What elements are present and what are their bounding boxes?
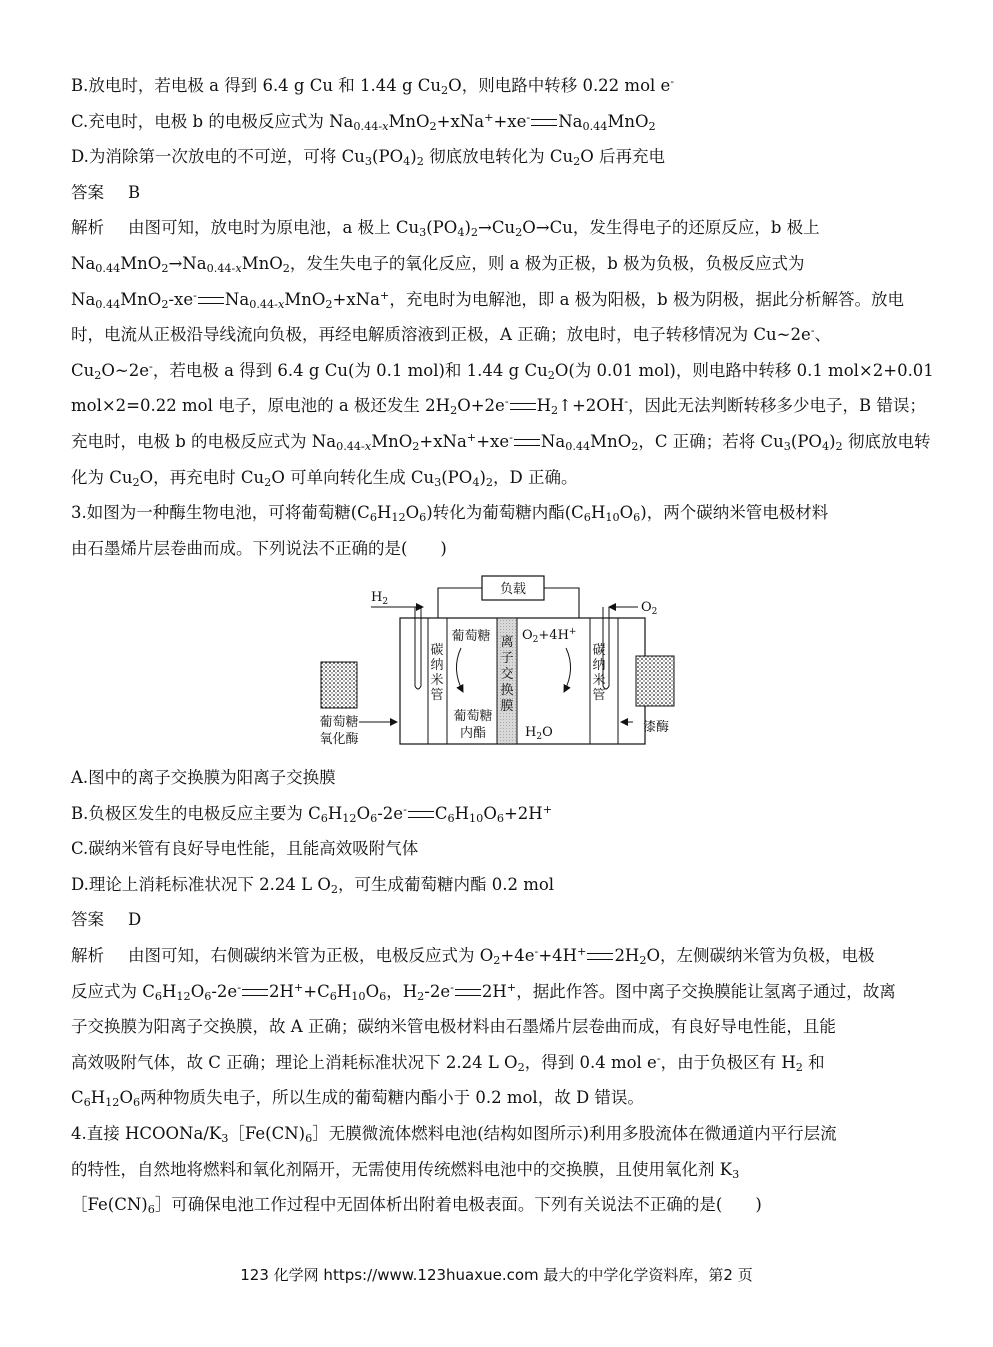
- q2-analysis-1: 解析 由图可知，放电时为原电池，a 极上 $Cu_3(PO_4)_2\to Cu_2O\to Cu$，发生得电子的还原反应，b 极上: [71, 218, 820, 240]
- svg-text:管: 管: [592, 688, 606, 703]
- q4-stem-3: $[Fe(CN)_6]$可确保电池工作过程中无固体析出附着电极表面。下列有关说法不正确的是( ): [71, 1195, 762, 1216]
- svg-text:纳: 纳: [592, 658, 606, 673]
- svg-text:米: 米: [430, 673, 444, 688]
- lactone-label-1: 葡萄糖: [453, 709, 493, 724]
- svg-text:交: 交: [500, 667, 514, 682]
- svg-text:子: 子: [500, 651, 514, 666]
- document-body-2: [71, 760, 931, 1223]
- lactone-label-2: 内酯: [459, 726, 487, 741]
- glucose-oxidase-icon: [321, 662, 357, 708]
- q2-analysis-4: 时，电流从正极沿导线流向负极，再经电解质溶液到正极，A 正确；放电时，电子转移情况为 Cu~2e-、: [71, 324, 832, 345]
- q2-analysis-7: 充电时，电极 b 的电极反应式为 $Na_{0.44-x}MnO_2+xNa^++xe^-$ $Na_{0.44}MnO_2$，C 正确；若将 $Cu_3(PO_4)_2$ 彻底放电转: [71, 430, 931, 453]
- svg-text:换: 换: [500, 683, 514, 698]
- q2-option-b: B.放电时，若电极 a 得到 6.4 g Cu 和 1.44 g $Cu_2O$，则电路中转移 0.22 mol e-: [71, 74, 675, 97]
- document-body: [71, 68, 934, 566]
- q3-analysis-4: 高效吸附气体，故 C 正确；理论上消耗标准状况下 2.24 L $O_2$，得到 0.4 mol e-，由于负极区有 $H_2$ 和: [71, 1051, 825, 1074]
- q3-analysis-5: $C_6H_{12}O_6$两种物质失电子，所以生成的葡萄糖内酯小于 0.2 mol，故 D 错误。: [71, 1088, 644, 1110]
- q3-analysis-1: 解析 由图可知，右侧碳纳米管为正极，电极反应式为 $O_2+4e^-+4H^+$ $2H_2O$，左侧碳纳米管为负极，电极: [71, 944, 875, 967]
- q3-option-c: C.碳纳米管有良好导电性能，且能高效吸附气体: [71, 839, 419, 859]
- svg-text:碳: 碳: [592, 643, 606, 658]
- q2-option-c: C.充电时，电极 b 的电极反应式为 $Na_{0.44-x}MnO_2+xNa^++xe^-$ $Na_{0.44}MnO_2$: [71, 110, 656, 133]
- q2-analysis-2: $Na_{0.44}MnO_2\to Na_{0.44-x}MnO_2$，发生失电子的氧化反应，则 a 极为正极，b 极为负极，负极反应式为: [71, 253, 805, 275]
- q3-stem-2: 由石墨烯片层卷曲而成。下列说法不正确的是( ): [71, 538, 447, 558]
- svg-text:膜: 膜: [500, 699, 514, 714]
- water-label: $H_2O$: [525, 725, 553, 742]
- q2-option-d: D.为消除第一次放电的不可逆，可将 $Cu_3(PO_4)_2$ 彻底放电转化为 $Cu_2O$ 后再充电: [71, 147, 665, 168]
- enzyme-left-label-1: 葡萄糖: [319, 715, 359, 730]
- q2-analysis-3: $Na_{0.44}MnO_2-xe^-$ $Na_{0.44-x}MnO_2+xNa^+$，充电时为电解池，即 a 极为阳极，b 极为阴极，据此分析解答。放电: [71, 288, 904, 311]
- q3-analysis-2: 反应式为 $C_6H_{12}O_6-2e^-$ $2H^++C_6H_{10}O_6$，$H_2-2e^-$ 2H+，据此作答。图中离子交换膜能让氢离子通过，故离: [71, 980, 896, 1003]
- enzyme-left-label-2: 氧化酶: [319, 732, 359, 747]
- membrane-label: [500, 635, 513, 714]
- q3-analysis-3: 子交换膜为阳离子交换膜，故 A 正确；碳纳米管电极材料由石墨烯片层卷曲而成，有良好导电性能，且能: [71, 1017, 836, 1037]
- q3-option-d: D.理论上消耗标准状况下 2.24 L $O_2$，可生成葡萄糖内酯 0.2 mol: [71, 874, 555, 896]
- q2-analysis-8: 化为 $Cu_2O$，再充电时 $Cu_2O$ 可单向转化生成 $Cu_3(PO_4)_2$，D 正确。: [71, 467, 578, 489]
- svg-text:纳: 纳: [430, 658, 444, 673]
- q2-analysis-5: $Cu_2O\sim 2e^-$，若电极 a 得到 6.4 g Cu(为 0.1 mol)和 1.44 g $Cu_2O$(为 0.01 mol)，则电路中转移 0.1 mol×2+0.01: [71, 359, 934, 382]
- left-nanotube-label: [430, 642, 443, 703]
- q2-answer: 答案 B: [71, 182, 141, 202]
- enzyme-right-label: 漆酶: [642, 720, 670, 735]
- svg-text:米: 米: [592, 673, 606, 688]
- page-footer: 123 化学网 https://www.123huaxue.com 最大的中学化学资料库，第2 页: [240, 1266, 753, 1284]
- q3-option-b: B.负极区发生的电极反应主要为 $C_6H_{12}O_6-2e^-$ $C_6H_{10}O_6+2H^+$: [71, 802, 553, 825]
- laccase-icon: [636, 656, 674, 706]
- enzyme-battery-diagram: [313, 574, 683, 749]
- q3-stem-1: 3.如图为一种酶生物电池，可将葡萄糖$(C_6H_{12}O_6)$转化为葡萄糖内酯$(C_6H_{10}O_6)$，两个碳纳米管电极材料: [71, 503, 829, 524]
- svg-text:离: 离: [500, 635, 514, 650]
- o2-4h-label: $O_2+4H^+$: [522, 627, 577, 645]
- svg-text:碳: 碳: [430, 643, 444, 658]
- q4-stem-1: 4.直接 HCOONa/$K_3[Fe(CN)_6]$无膜微流体燃料电池(结构如图所示)利用多股流体在微通道内平行层流: [71, 1123, 837, 1145]
- q4-stem-2: 的特性，自然地将燃料和氧化剂隔开，无需使用传统燃料电池中的交换膜，且使用氧化剂 $K_3$: [71, 1159, 740, 1181]
- h2-label: $H_2$: [371, 590, 389, 607]
- load-label: 负载: [499, 582, 527, 597]
- o2-label: $O_2$: [641, 600, 658, 617]
- q2-analysis-6: mol×2=0.22 mol 电子，原电池的 a 极还发生 $2H_2O+2e^-$ $H_2↑+2OH^-$，因此无法判断转移多少电子，B 错误；: [71, 395, 926, 418]
- glucose-label: 葡萄糖: [451, 629, 491, 644]
- q3-answer: 答案 D: [71, 910, 142, 930]
- right-nanotube-label: [592, 642, 605, 703]
- q3-option-a: A.图中的离子交换膜为阳离子交换膜: [71, 768, 336, 787]
- svg-text:管: 管: [430, 688, 444, 703]
